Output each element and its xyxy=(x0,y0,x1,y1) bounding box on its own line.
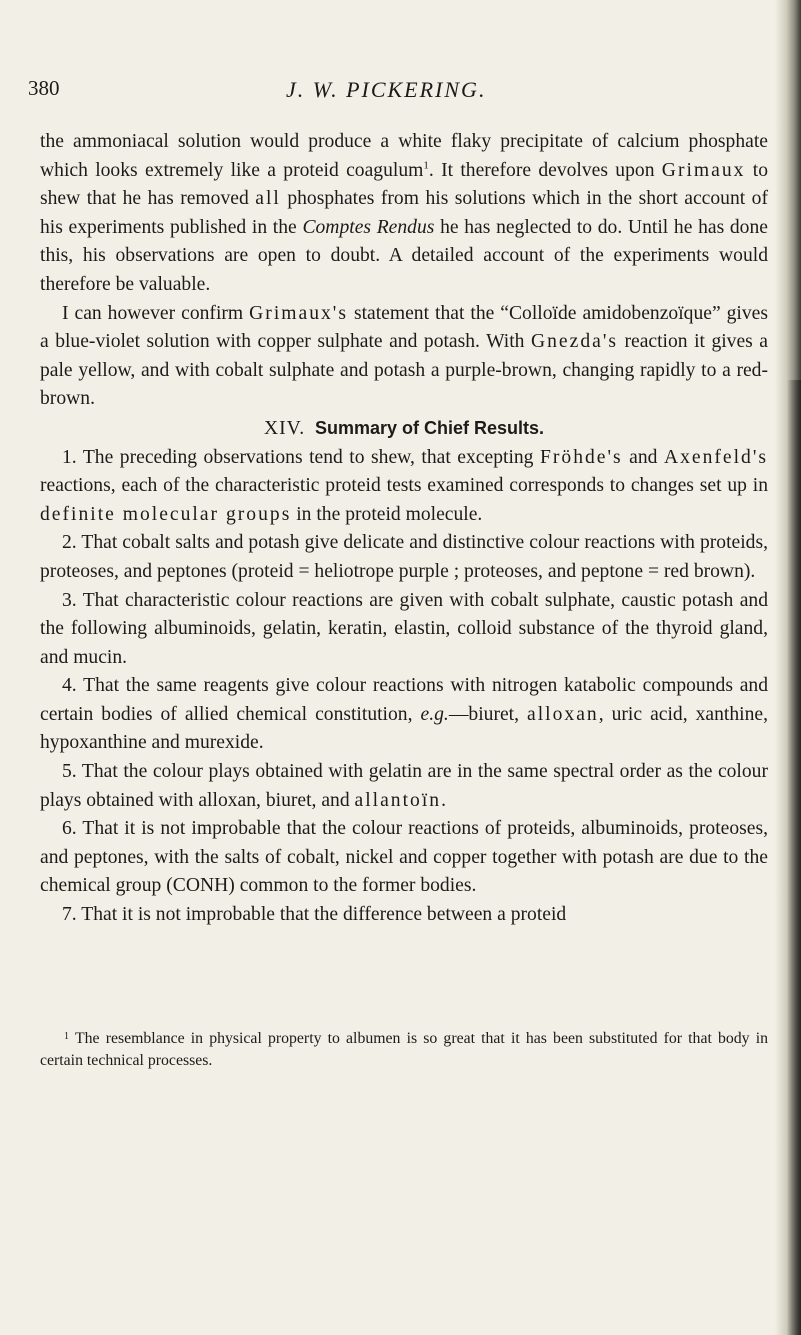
text-run: the ammoniacal solution would produce a white flaky precipitate of calcium phosphate which looks extremely like a proteid coagulum xyxy=(40,131,768,181)
journal-title: Comptes Rendus xyxy=(302,216,435,238)
author-name: Gnezda's xyxy=(530,331,618,353)
result-4 xyxy=(40,672,768,758)
section-heading xyxy=(40,414,768,444)
author-name: Fröhde's xyxy=(539,446,623,468)
result-5 xyxy=(40,758,768,815)
emphasis: allantoïn xyxy=(354,789,442,811)
text-run: I can however confirm xyxy=(62,302,250,324)
result-2: 2. That cobalt salts and potash give delicate and distinctive colour reactions with proteids, proteoses, and peptones (proteid = heliotrope purple ; proteoses, and peptone = red brown). xyxy=(40,532,768,582)
body-text xyxy=(40,128,768,930)
text-run: reactions, each of the characteristic proteid tests examined corresponds to changes set up in xyxy=(40,475,768,497)
text-run: statement that the “Colloïde amidobenzoïque” gives a blue-violet solution with copper sulphate and potash. With xyxy=(40,302,768,353)
footnote-text xyxy=(40,1026,768,1072)
text-run: phosphates from his solutions which in the short account of his experiments published in the xyxy=(40,188,768,238)
paragraph-1 xyxy=(40,128,768,300)
result-6: 6. That it is not improbable that the colour reactions of proteids, albuminoids, proteoses, and peptones, with the salts of cobalt, nickel and copper together with potash are due to the chemical group (CONH) common to the former bodies. xyxy=(40,818,768,897)
author-name: Grimaux xyxy=(661,159,746,181)
result-3: 3. That characteristic colour reactions are given with cobalt sulphate, caustic potash and the following albuminoids, gelatin, keratin, elastin, colloid substance of the thyroid gland, and mucin. xyxy=(40,589,768,668)
text-run: 1. The preceding observations tend to shew, that excepting xyxy=(62,446,540,468)
page-edge-binding xyxy=(787,380,801,1335)
section-title: Summary of Chief Results. xyxy=(314,417,545,438)
emphasis: all xyxy=(255,188,281,210)
text-run: in the proteid molecule. xyxy=(291,503,483,525)
section-number: XIV. xyxy=(263,417,306,439)
abbreviation: e.g. xyxy=(420,703,449,725)
text-run: and xyxy=(622,446,664,468)
text-run: 4. That the same reagents give colour reactions with nitrogen katabolic compounds and certain bodies of allied chemical constitution, xyxy=(40,675,768,725)
text-run: . It therefore devolves upon xyxy=(428,159,662,181)
page-header xyxy=(28,76,768,110)
emphasis: alloxan xyxy=(527,703,599,725)
text-run: reaction it gives a pale yellow, and with cobalt sulphate and potash a purple-brown, changing rapidly to a red-brown. xyxy=(40,331,768,410)
footnote-mark: 1 xyxy=(64,1031,69,1042)
author-name: Grimaux's xyxy=(249,302,348,324)
page-number: 380 xyxy=(28,76,60,100)
text-run: he has neglected to do. Until he has done this, his observations are open to doubt. A detailed account of the experiments would therefore be valuable. xyxy=(40,216,768,295)
text-run: . xyxy=(441,789,446,811)
text-run: 5. That the colour plays obtained with gelatin are in the same spectral order as the colour plays obtained with alloxan, biuret, and xyxy=(40,761,768,811)
text-run: to shew that he has removed xyxy=(40,159,768,210)
paragraph-2 xyxy=(40,300,768,414)
footnote-body: The resemblance in physical property to albumen is so great that it has been substituted for that body in certain technical processes. xyxy=(40,1030,768,1069)
result-7: 7. That it is not improbable that the difference between a proteid xyxy=(62,904,567,926)
emphasis: definite molecular groups xyxy=(40,503,292,525)
text-run: , uric acid, xanthine, hypoxanthine and murexide. xyxy=(40,703,769,754)
footnote xyxy=(40,1026,768,1072)
footnote-ref: 1 xyxy=(423,159,429,172)
result-1 xyxy=(40,444,768,530)
text-run: —biuret, xyxy=(448,703,528,725)
author-name: Axenfeld's xyxy=(663,446,769,468)
running-head: J. W. PICKERING. xyxy=(286,77,487,102)
